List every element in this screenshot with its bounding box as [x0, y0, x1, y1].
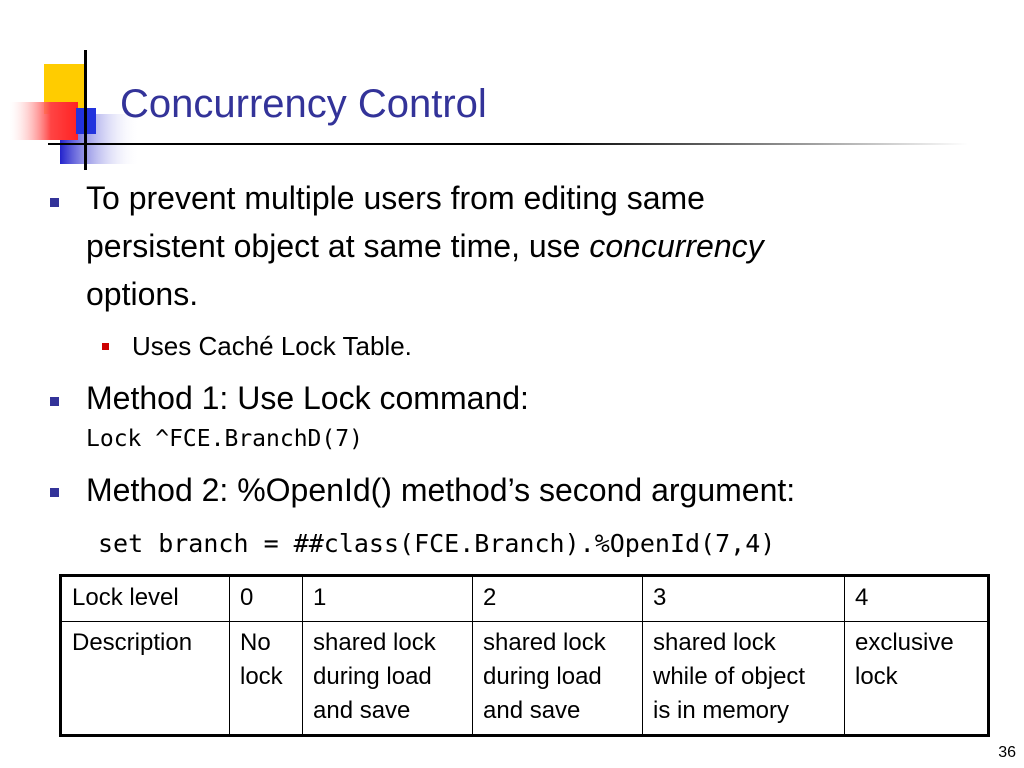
cell-line: and save — [483, 697, 581, 724]
bullet-3-code: set branch = ##class(FCE.Branch).%OpenId(7,4) — [98, 529, 776, 558]
table-header-cell: 1 — [303, 576, 473, 622]
cell-line: and save — [313, 697, 411, 724]
cell-line: shared lock — [313, 629, 436, 656]
cell-line: while of object — [653, 663, 806, 690]
bullet-marker — [50, 198, 59, 207]
title-divider — [48, 143, 968, 145]
cell-line: No — [240, 629, 271, 656]
cell-line: exclusive — [855, 629, 954, 656]
cell-line: shared lock — [483, 629, 606, 656]
table-row — [61, 576, 989, 622]
table-cell — [230, 622, 303, 736]
table-row-label: Description — [61, 622, 230, 736]
page-number: 36 — [998, 744, 1016, 761]
cell-line: is in memory — [653, 697, 790, 724]
bullet-1-emphasis: concurrency — [589, 228, 764, 264]
table-header-cell: Lock level — [61, 576, 230, 622]
table-cell — [473, 622, 643, 736]
cell-line: shared lock — [653, 629, 776, 656]
table-row — [61, 622, 989, 736]
lock-level-table — [59, 574, 990, 737]
sub-bullet-1: Uses Caché Lock Table. — [132, 331, 412, 361]
bullet-2-code: Lock ^FCE.BranchD(7) — [86, 426, 363, 452]
bullet-marker — [50, 488, 59, 497]
bullet-1-line-1: To prevent multiple users from editing same — [86, 180, 705, 216]
table-header-cell: 0 — [230, 576, 303, 622]
slide-title: Concurrency Control — [120, 82, 487, 126]
bullet-1-line-2-text: persistent object at same time, use — [86, 228, 590, 264]
bullet-1-line-2 — [86, 222, 764, 270]
sub-bullet-marker — [102, 343, 109, 350]
bullet-3: Method 2: %OpenId() method’s second argument: — [86, 472, 796, 508]
table-cell — [303, 622, 473, 736]
bullet-2: Method 1: Use Lock command: — [86, 380, 529, 416]
bullet-1-line-3: options. — [86, 276, 199, 312]
cell-line: during load — [313, 663, 432, 690]
table-cell — [845, 622, 989, 736]
cell-line: during load — [483, 663, 602, 690]
decorative-logo — [0, 0, 140, 175]
cell-line: lock — [855, 663, 898, 690]
table-cell — [643, 622, 845, 736]
bullet-marker — [50, 397, 59, 406]
table-header-cell: 3 — [643, 576, 845, 622]
table-header-cell: 2 — [473, 576, 643, 622]
cell-line: lock — [240, 663, 283, 690]
table-header-cell: 4 — [845, 576, 989, 622]
